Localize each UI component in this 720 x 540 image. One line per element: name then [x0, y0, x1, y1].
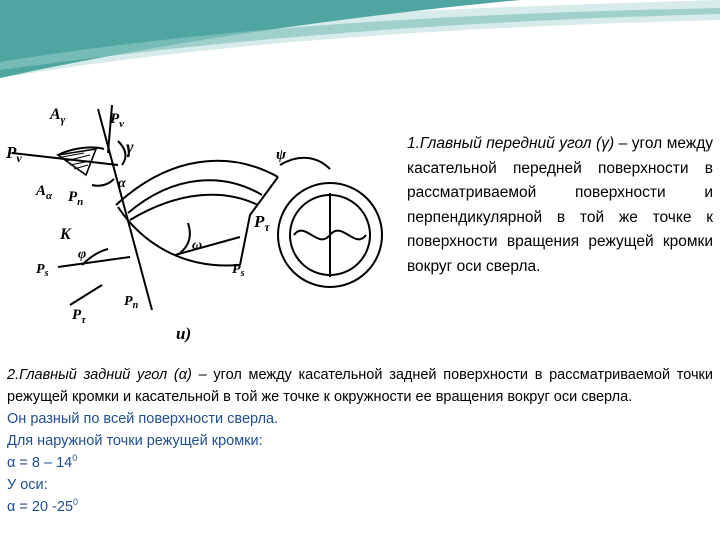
clearance-angle-text: – угол между касательной задней поверхности в рассматриваемой точки режущей кромки и касательной в той же точке к окружности ее вращения вокруг оси сверла. — [7, 367, 714, 405]
rake-angle-heading: 1.Главный передний угол (γ) — [407, 135, 615, 152]
label-omega: ω — [192, 238, 203, 253]
note-varies: Он разный по всей поверхности сверла. — [7, 411, 279, 428]
angle-arc-omega — [180, 223, 190, 253]
drill-angle-diagram — [0, 95, 390, 350]
rake-angle-definition: – угол между касательной передней поверхности в рассматриваемой поверхности и перпендикулярной в той же точке к поверхности вращения режущей кромки вокруг оси сверла. — [407, 135, 713, 275]
label-psi: ψ — [276, 147, 287, 163]
label-k: K — [60, 226, 71, 243]
angle-arc-psi — [280, 158, 330, 169]
clearance-angle-heading: 2.Главный задний угол (α) — [7, 367, 192, 383]
angle-arc-alpha — [92, 179, 114, 186]
label-ps-right: $P_s$ — [232, 262, 245, 279]
label-pn-mid: $P_n$ — [68, 189, 84, 208]
paragraph-clearance-angle — [7, 365, 713, 518]
flank-edge — [116, 161, 278, 205]
label-ptau-bottom: $P_\tau$ — [72, 307, 87, 326]
label-a-gamma: $A_\gamma$ — [50, 106, 66, 126]
line-ps-right — [175, 237, 240, 255]
label-a-alpha: $A_\alpha$ — [36, 183, 53, 202]
label-pv-left: $P_v$ — [6, 143, 22, 165]
header-banner — [0, 0, 720, 90]
label-ptau-right: $P_\tau$ — [254, 212, 270, 234]
line-pv-left — [12, 153, 118, 165]
label-ps-left: $P_s$ — [36, 262, 49, 279]
line-ptau-bottom — [70, 285, 102, 305]
line-pn-main — [98, 109, 152, 310]
label-gamma: γ — [126, 137, 134, 157]
label-pn-bottom: $P_n$ — [124, 294, 139, 311]
value-outer-alpha: $\alpha = 8 - 14^0$ — [7, 453, 78, 472]
paragraph-rake-angle — [407, 132, 713, 279]
line-ps-left — [58, 257, 130, 267]
clearance-angle-definition — [7, 365, 713, 408]
figure-caption: u) — [176, 324, 192, 343]
label-phi: φ — [78, 247, 87, 262]
angle-arc-gamma — [118, 141, 125, 165]
value-axis-alpha: α = 20 $-25^0$ — [7, 497, 79, 516]
note-outer-point: Для наружной точки режущей кромки: — [7, 433, 263, 450]
label-alpha: α — [118, 176, 126, 191]
label-pv-top: $P_v$ — [110, 111, 125, 130]
note-axis: У оси: — [7, 477, 48, 494]
